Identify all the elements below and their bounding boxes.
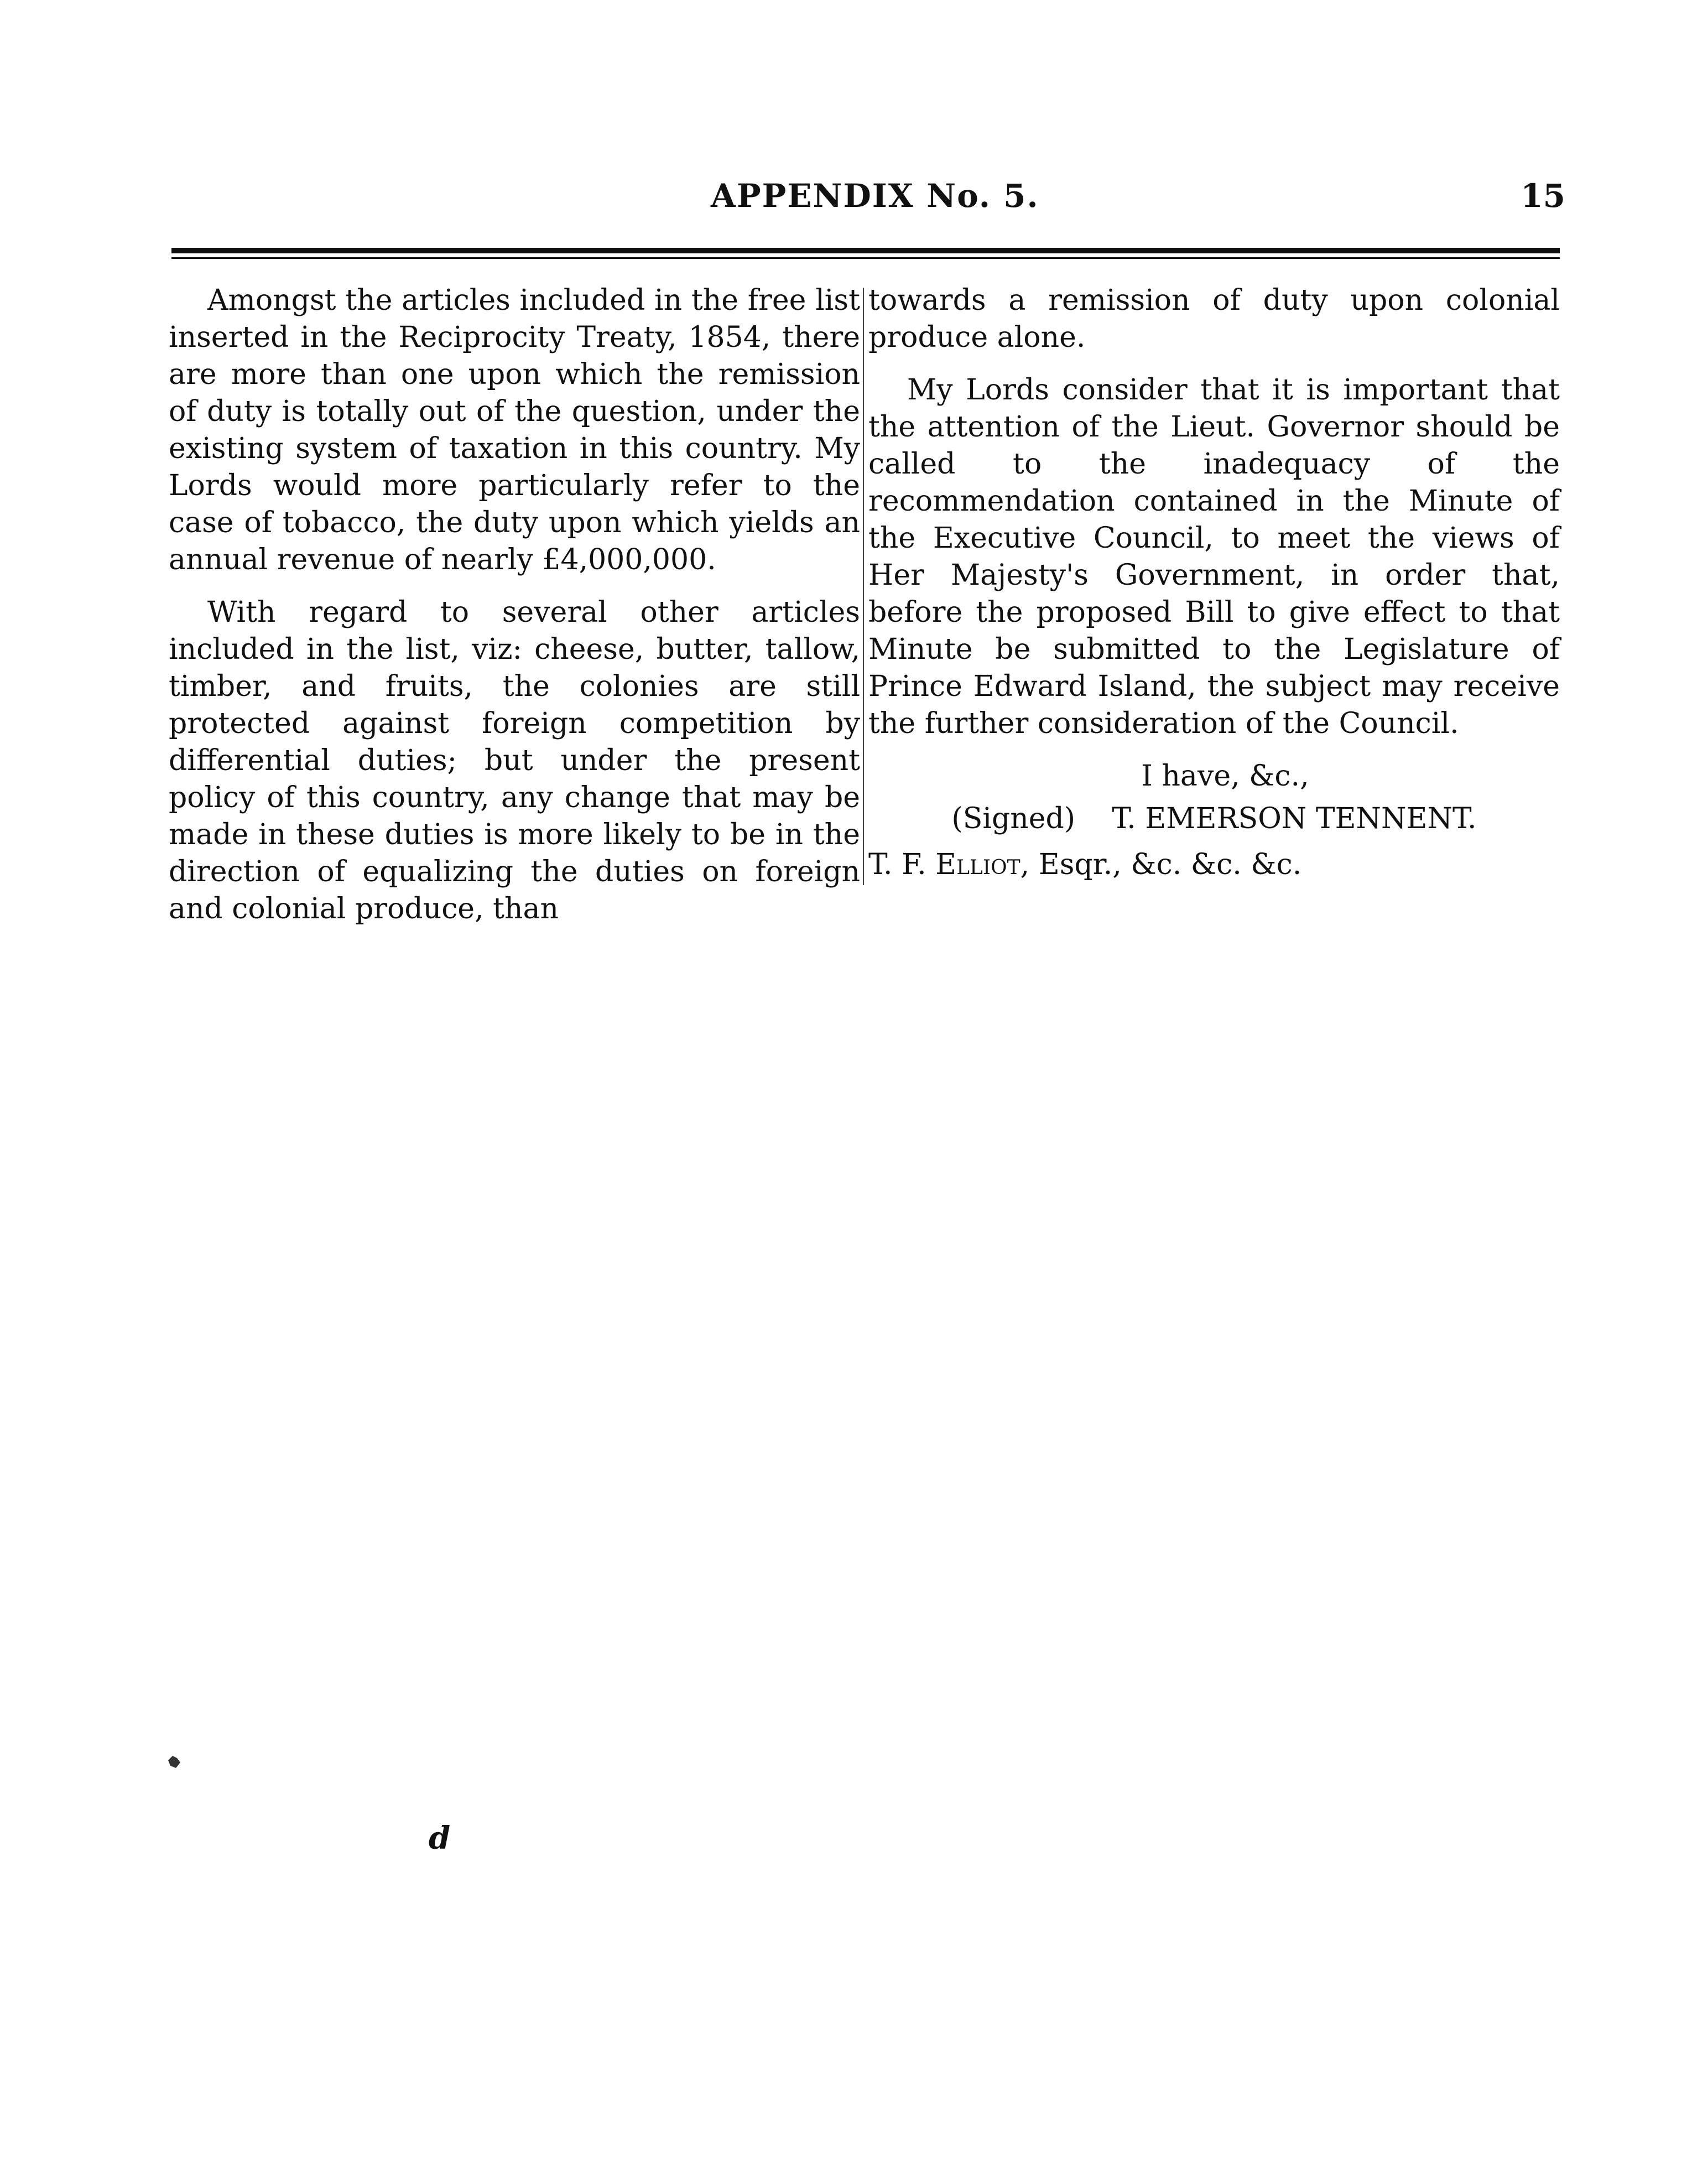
addressee-name: Elliot — [935, 848, 1020, 881]
paragraph-free-list: Amongst the articles included in the free list inserted in the Reciprocity Treaty, 1854, there are more than one upon which the remission of duty is totally out of the question, under the existing system of taxation in this country. My Lords would more particularly refer to the case of tobacco, the duty upon which yields an annual revenue of nearly £4,000,000. — [169, 284, 860, 576]
page-header — [171, 171, 1565, 227]
header-rule-thick — [171, 248, 1560, 253]
ink-blot-mark — [166, 1754, 183, 1770]
signature-line: (Signed) T. EMERSON TENNENT. — [951, 802, 1477, 835]
page-number: 15 — [1521, 177, 1565, 215]
closing-line: I have, &c., — [1141, 760, 1309, 793]
right-column — [868, 282, 1560, 883]
left-column — [169, 282, 860, 943]
paragraph-other-articles: With regard to several other articles included in the list, viz: cheese, butter, tallow, timber, and fruits, the colonies are still protected against foreign competition by differential duties; but under the present policy of this country, any change that may be made in these duties is more likely to be in the direction of equalizing the duties on foreign and colonial produce, than — [169, 596, 860, 925]
paragraph-continuation: towards a remission of duty upon colonial produce alone. — [868, 284, 1560, 354]
stray-letter: d — [429, 1820, 451, 1857]
addressee-prefix: T. F. — [868, 848, 936, 881]
addressee-suffix: , Esqr., &c. &c. &c. — [1020, 848, 1302, 881]
addressee-line — [868, 846, 1560, 883]
page-title: APPENDIX No. 5. — [711, 177, 1039, 215]
header-rule-thin — [171, 257, 1560, 259]
paragraph-my-lords: My Lords consider that it is important that the attention of the Lieut. Governor should be called to the inadequacy of the recommendation contained in the Minute of the Executive Council, to meet the views of Her Majesty's Government, in order that, before the proposed Bill to give effect to that Minute be submitted to the Legislature of Prince Edward Island, the subject may receive the further consideration of the Council. — [868, 373, 1560, 740]
column-divider — [863, 288, 864, 885]
